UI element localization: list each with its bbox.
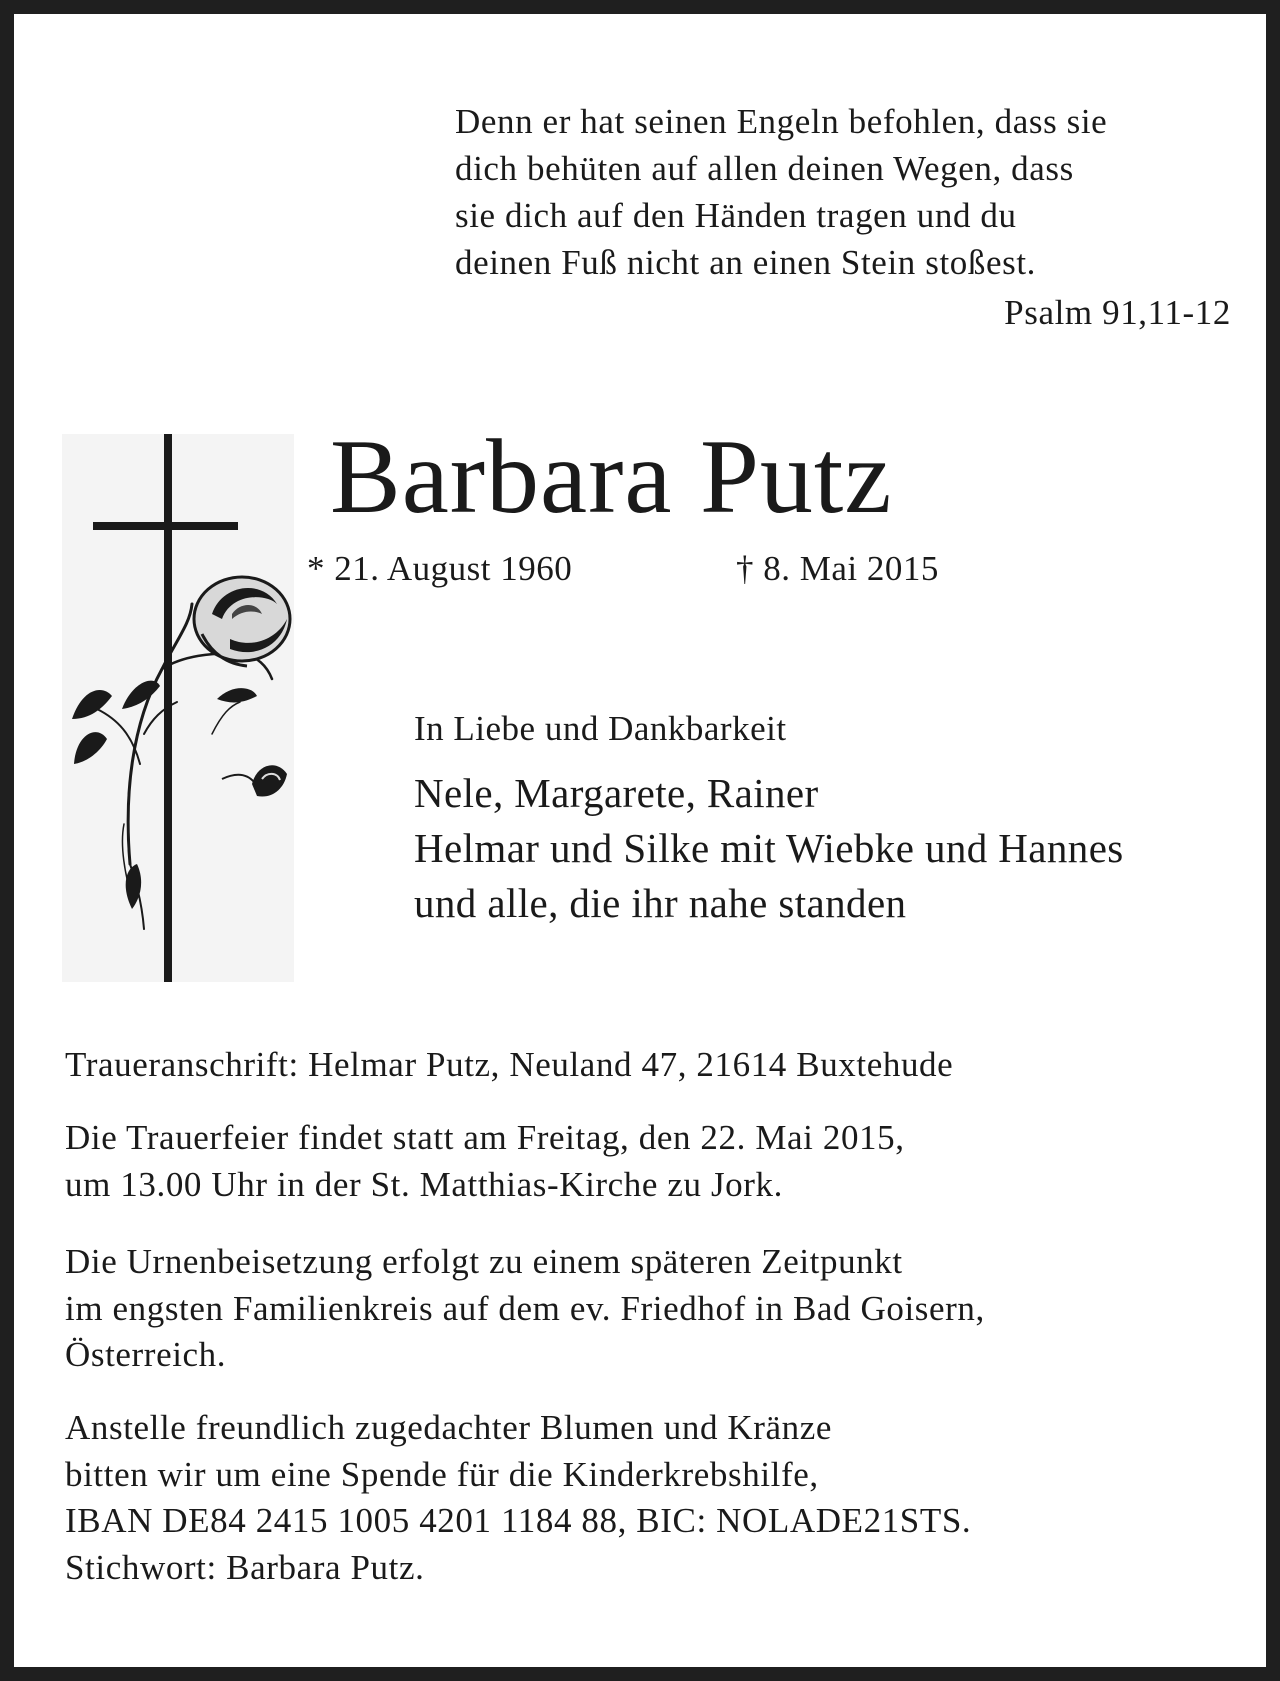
donation-info xyxy=(65,1405,971,1591)
deceased-name: Barbara Putz xyxy=(330,418,893,535)
cross-with-rose-icon xyxy=(62,434,294,982)
burial-line: Österreich. xyxy=(65,1335,227,1374)
burial-line: Die Urnenbeisetzung erfolgt zu einem späteren Zeitpunkt xyxy=(65,1242,903,1281)
death-date: † 8. Mai 2015 xyxy=(736,549,939,588)
address-line: Traueranschrift: Helmar Putz, Neuland 47, 21614 Buxtehude xyxy=(65,1045,954,1084)
birth-date: * 21. August 1960 xyxy=(307,549,573,588)
psalm-verse xyxy=(455,98,1231,332)
mourners-line: Nele, Margarete, Rainer xyxy=(414,770,819,816)
donation-line: Anstelle freundlich zugedachter Blumen und Kränze xyxy=(65,1408,833,1447)
donation-line: IBAN DE84 2415 1005 4201 1184 88, BIC: NOLADE21STS. xyxy=(65,1501,972,1540)
dedication-line: In Liebe und Dankbarkeit xyxy=(414,709,787,748)
verse-line: sie dich auf den Händen tragen und du xyxy=(455,196,1017,235)
obituary-notice xyxy=(14,14,1266,1667)
funeral-service-info xyxy=(65,1115,905,1208)
donation-line: bitten wir um eine Spende für die Kinderkrebshilfe, xyxy=(65,1454,819,1494)
verse-line: dich behüten auf allen deinen Wegen, dass xyxy=(455,149,1074,188)
mourners-line: Helmar und Silke mit Wiebke und Hannes xyxy=(414,825,1124,871)
verse-line: deinen Fuß nicht an einen Stein stoßest. xyxy=(455,243,1036,282)
burial-line: im engsten Familienkreis auf dem ev. Friedhof in Bad Goisern, xyxy=(65,1288,985,1328)
burial-info xyxy=(65,1239,985,1379)
service-line: Die Trauerfeier findet statt am Freitag, den 22. Mai 2015, xyxy=(65,1118,905,1157)
mourners-line: und alle, die ihr nahe standen xyxy=(414,880,907,926)
mourning-address xyxy=(65,1042,953,1089)
donation-line: Stichwort: Barbara Putz. xyxy=(65,1547,425,1587)
verse-line: Denn er hat seinen Engeln befohlen, dass sie xyxy=(455,102,1108,141)
service-line: um 13.00 Uhr in der St. Matthias-Kirche zu Jork. xyxy=(65,1164,783,1204)
mourners-list xyxy=(414,766,1124,931)
verse-reference: Psalm 91,11-12 xyxy=(1004,293,1231,332)
